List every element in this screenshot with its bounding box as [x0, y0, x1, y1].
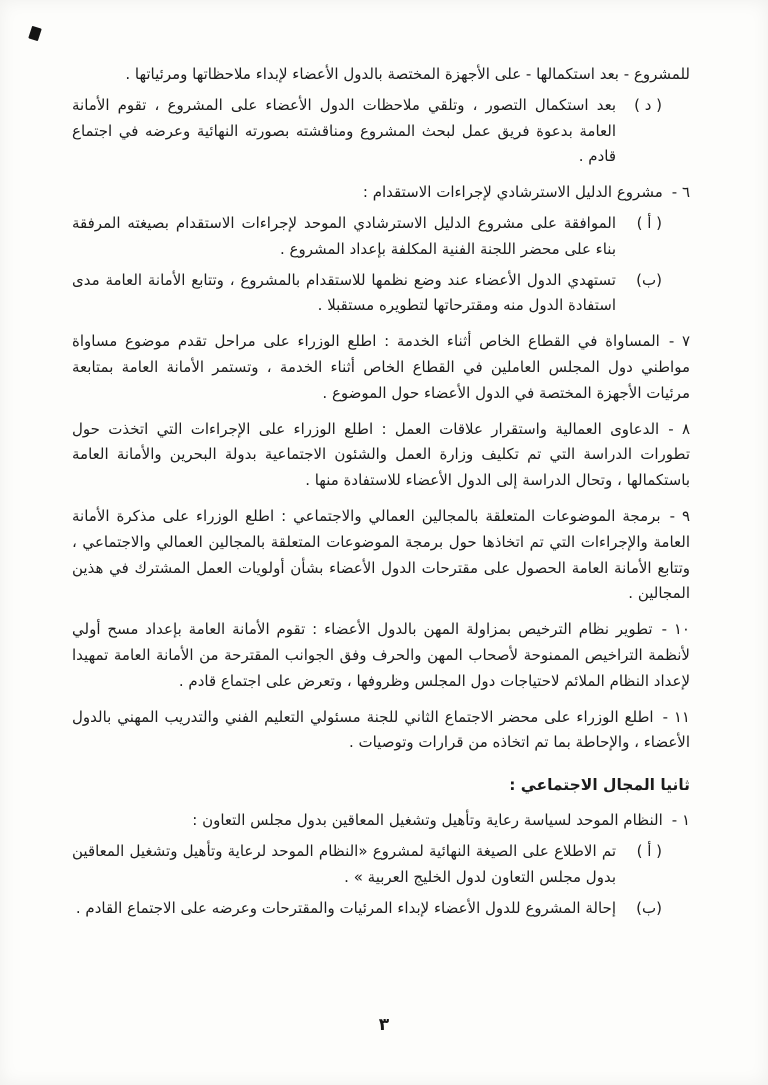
item-8-number: ٨ -: [668, 419, 690, 438]
sub-item-6-b: [72, 268, 662, 320]
item-9: [72, 504, 690, 607]
document-content: [72, 62, 690, 927]
sub-item-1-b-marker: (ب): [636, 898, 662, 917]
section-heading-social: ثانيا المجال الاجتماعي :: [509, 776, 690, 795]
sub-item-1-a-marker: ( أ ): [636, 842, 662, 861]
sub-item-1-b-text: إحالة المشروع للدول الأعضاء لإبداء المرئيات والمقترحات وعرضه على الاجتماع القادم .: [75, 898, 616, 917]
item-11-number: ١١ -: [662, 707, 690, 726]
item-8: [72, 417, 690, 494]
sub-item-6-b-text: تستهدي الدول الأعضاء عند وضع نظمها للاستقدام بالمشروع ، وتتابع الأمانة العامة مدى استفادة الدول منه ومقترحاتها لتطويره مستقبلا .: [72, 270, 616, 315]
sub-item-d-marker: ( د ): [634, 95, 662, 114]
item-9-text: برمجة الموضوعات المتعلقة بالمجالين العمالي والاجتماعي : اطلع الوزراء على مذكرة الأمانة العامة والإجراءات التي تم اتخاذها حول برمجة الموضوعات المتعلقة بالمجالين العمالي والاجتماعي ، وتتابع الأمانة العامة الحصول على مقترحات الدول الأعضاء بشأن أولويات العمل المشترك في هذين المجالين .: [72, 506, 690, 603]
sub-item-d-text: بعد استكمال التصور ، وتلقي ملاحظات الدول الأعضاء على المشروع ، تقوم الأمانة العامة بدعوة فريق عمل لبحث المشروع ومناقشته بصورته النهائية وعرضه في اجتماع قادم .: [72, 95, 616, 166]
sub-item-1-b: [72, 896, 662, 922]
item-7: [72, 329, 690, 406]
item-6: [72, 180, 690, 206]
scan-artifact: [28, 26, 42, 41]
item-7-text: المساواة في القطاع الخاص أثناء الخدمة : اطلع الوزراء على مراحل تقدم موضوع مساواة مواطني دول المجلس العاملين في القطاع الخاص أثناء الخدمة ، وتستمر الأمانة العامة بمتابعة مرئيات الأجهزة المختصة في الدول الأعضاء حول الموضوع .: [72, 332, 690, 402]
item-10: [72, 617, 690, 694]
paragraph-continuation: للمشروع - بعد استكمالها - على الأجهزة المختصة بالدول الأعضاء لإبداء ملاحظاتها ومرئياتها .: [125, 65, 690, 83]
item-6-number: ٦ -: [671, 183, 690, 202]
item-8-text: الدعاوى العمالية واستقرار علاقات العمل : اطلع الوزراء على الإجراءات التي اتخذت حول تطورات الدراسة التي تم تكليف وزارة العمل والشئون الاجتماعية بدولة البحرين والأمانة العامة باستكمالها ، وتحال الدراسة إلى الدول الأعضاء للاستفادة منها .: [72, 419, 690, 490]
item-11: [72, 705, 690, 757]
item-1-social-number: ١ -: [671, 811, 690, 830]
item-1-social: [72, 808, 690, 834]
item-10-text: تطوير نظام الترخيص بمزاولة المهن بالدول الأعضاء : تقوم الأمانة العامة بإعداد مسح أولي لأنظمة التراخيص الممنوحة لأصحاب المهن والحرف وفق الجوانب المقترحة من الأمانة العامة تمهيدا لإعداد النظام الملائم لاحتياجات دول المجلس وظروفها ، وتعرض على اجتماع قادم .: [72, 620, 690, 690]
page-number: ٣: [378, 1015, 390, 1035]
item-10-number: ١٠ -: [661, 620, 690, 639]
sub-item-6-a: [72, 211, 662, 263]
sub-item-1-a-text: تم الاطلاع على الصيغة النهائية لمشروع «النظام الموحد لرعاية وتأهيل وتشغيل المعاقين بدول مجلس التعاون لدول الخليج العربية » .: [72, 842, 616, 887]
sub-item-d: [72, 93, 662, 170]
sub-item-6-b-marker: (ب): [636, 270, 662, 289]
item-11-text: اطلع الوزراء على محضر الاجتماع الثاني للجنة مسئولي التعليم الفني والتدريب المهني بالدول الأعضاء ، والإحاطة بما تم اتخاذه من قرارات وتوصيات .: [72, 707, 690, 752]
sub-item-6-a-marker: ( أ ): [636, 213, 662, 232]
item-6-text: مشروع الدليل الاسترشادي لإجراءات الاستقدام :: [362, 183, 663, 202]
sub-item-1-a: [72, 839, 662, 891]
sub-item-6-a-text: الموافقة على مشروع الدليل الاسترشادي الموحد لإجراءات الاستقدام بصيغته المرفقة بناء على محضر اللجنة الفنية المكلفة بإعداد المشروع .: [72, 213, 616, 258]
item-1-social-text: النظام الموحد لسياسة رعاية وتأهيل وتشغيل المعاقين بدول مجلس التعاون :: [192, 811, 663, 830]
item-9-number: ٩ -: [669, 506, 690, 525]
item-7-number: ٧ -: [668, 332, 690, 351]
